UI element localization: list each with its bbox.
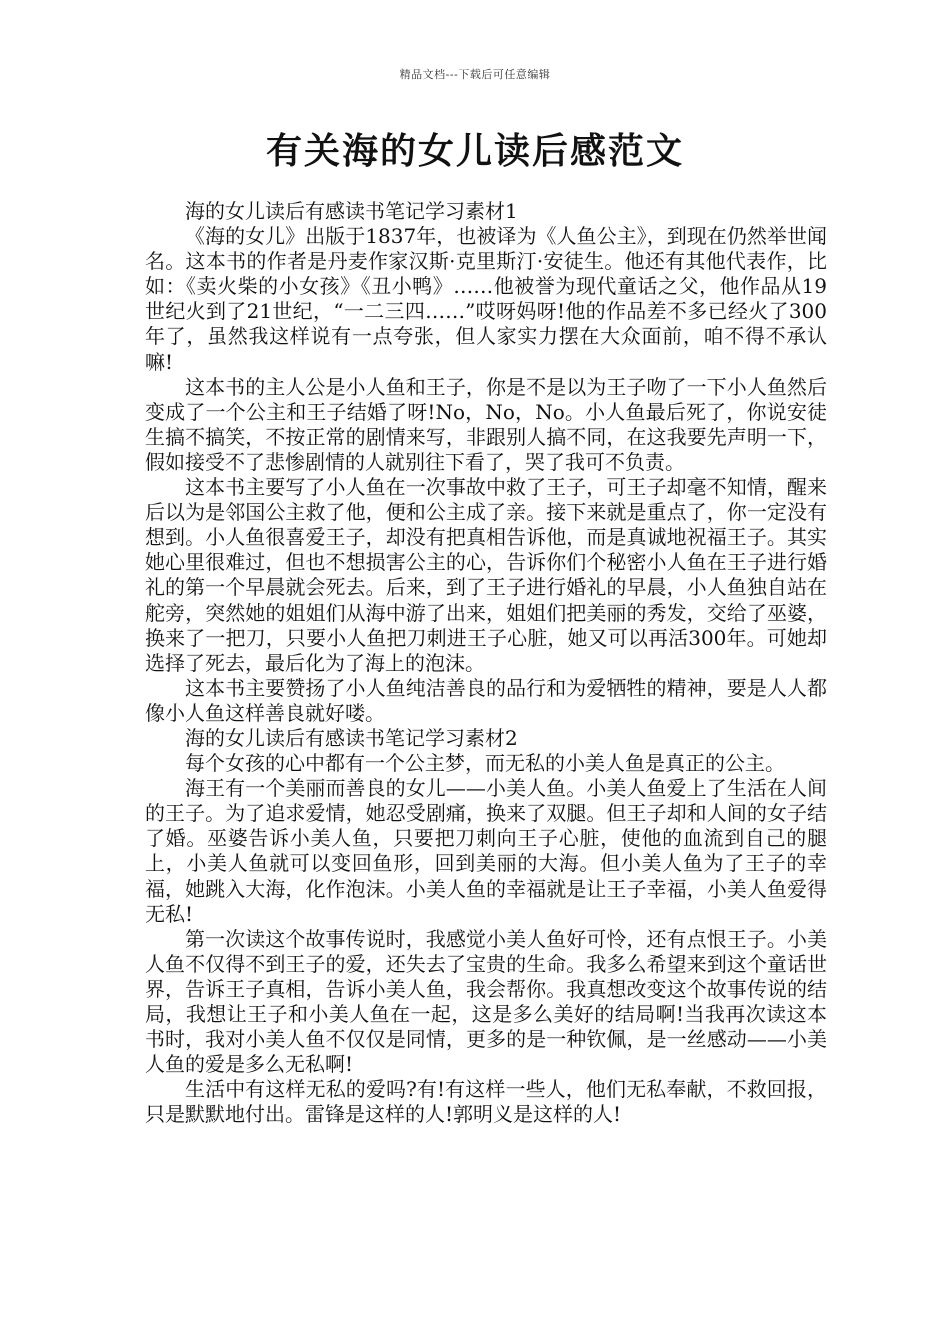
paragraph: 每个女孩的心中都有一个公主梦，而无私的小美人鱼是真正的公主。 — [185, 751, 785, 776]
paragraph: 这本书主要赞扬了小人鱼纯洁善良的品行和为爱牺牲的精神，要是人人都像小人鱼这样善良就好喽。 — [145, 675, 827, 725]
paragraph: 生活中有这样无私的爱吗?有!有这样一些人，他们无私奉献，不救回报，只是默默地付出。雷锋是这样的人!郭明义是这样的人! — [145, 1077, 827, 1127]
header-note: 精品文档---下载后可任意编辑 — [399, 68, 551, 81]
paragraph: 第一次读这个故事传说时，我感觉小美人鱼好可怜，还有点恨王子。小美人鱼不仅得不到王子的爱，还失去了宝贵的生命。我多么希望来到这个童话世界，告诉王子真相，告诉小美人鱼，我会帮你。我真想改变这个故事传说的结局，我想让王子和小美人鱼在一起，这是多么美好的结局啊!当我再次读这本书时，我对小美人鱼不仅仅是同情，更多的是一种钦佩，是一丝感动——小美人鱼的爱是多么无私啊! — [145, 926, 827, 1077]
paragraph: 《海的女儿》出版于1837年，也被译为《人鱼公主》，到现在仍然举世闻名。这本书的作者是丹麦作家汉斯·克里斯汀·安徒生。他还有其他代表作，比如：《卖火柴的小女孩》《丑小鸭》……他被誉为现代童话之父，他作品从19世纪火到了21世纪，“一二三四……”哎呀妈呀!他的作品差不多已经火了300年了，虽然我这样说有一点夸张，但人家实力摆在大众面前，咱不得不承认嘛! — [145, 224, 827, 374]
document-body — [145, 199, 827, 1127]
section-heading-2: 海的女儿读后有感读书笔记学习素材2 — [185, 725, 518, 750]
paragraph: 这本书的主人公是小人鱼和王子，你是不是以为王子吻了一下小人鱼然后变成了一个公主和王子结婚了呀!No，No，No。小人鱼最后死了，你说安徒生搞不搞笑，不按正常的剧情来写，非跟别人搞不同，在这我要先声明一下，假如接受不了悲惨剧情的人就别往下看了，哭了我可不负责。 — [145, 374, 827, 474]
paragraph: 这本书主要写了小人鱼在一次事故中救了王子，可王子却毫不知情，醒来后以为是邻国公主救了他，便和公主成了亲。接下来就是重点了，你一定没有想到。小人鱼很喜爱王子，却没有把真相告诉他，而是真诚地祝福王子。其实她心里很难过，但也不想损害公主的心，告诉你们个秘密小人鱼在王子进行婚礼的第一个早晨就会死去。后来，到了王子进行婚礼的早晨，小人鱼独自站在舵旁，突然她的姐姐们从海中游了出来，姐姐们把美丽的秀发，交给了巫婆，换来了一把刀，只要小人鱼把刀刺进王子心脏，她又可以再活300年。可她却选择了死去，最后化为了海上的泡沫。 — [145, 475, 827, 675]
document-title: 有关海的女儿读后感范文 — [265, 131, 684, 172]
paragraph: 海王有一个美丽而善良的女儿——小美人鱼。小美人鱼爱上了生活在人间的王子。为了追求爱情，她忍受剧痛，换来了双腿。但王子却和人间的女子结了婚。巫婆告诉小美人鱼，只要把刀刺向王子心脏，使他的血流到自己的腿上，小美人鱼就可以变回鱼形，回到美丽的大海。但小美人鱼为了王子的幸福，她跳入大海，化作泡沫。小美人鱼的幸福就是让王子幸福，小美人鱼爱得无私! — [145, 776, 827, 926]
section-heading-1: 海的女儿读后有感读书笔记学习素材1 — [185, 199, 518, 223]
